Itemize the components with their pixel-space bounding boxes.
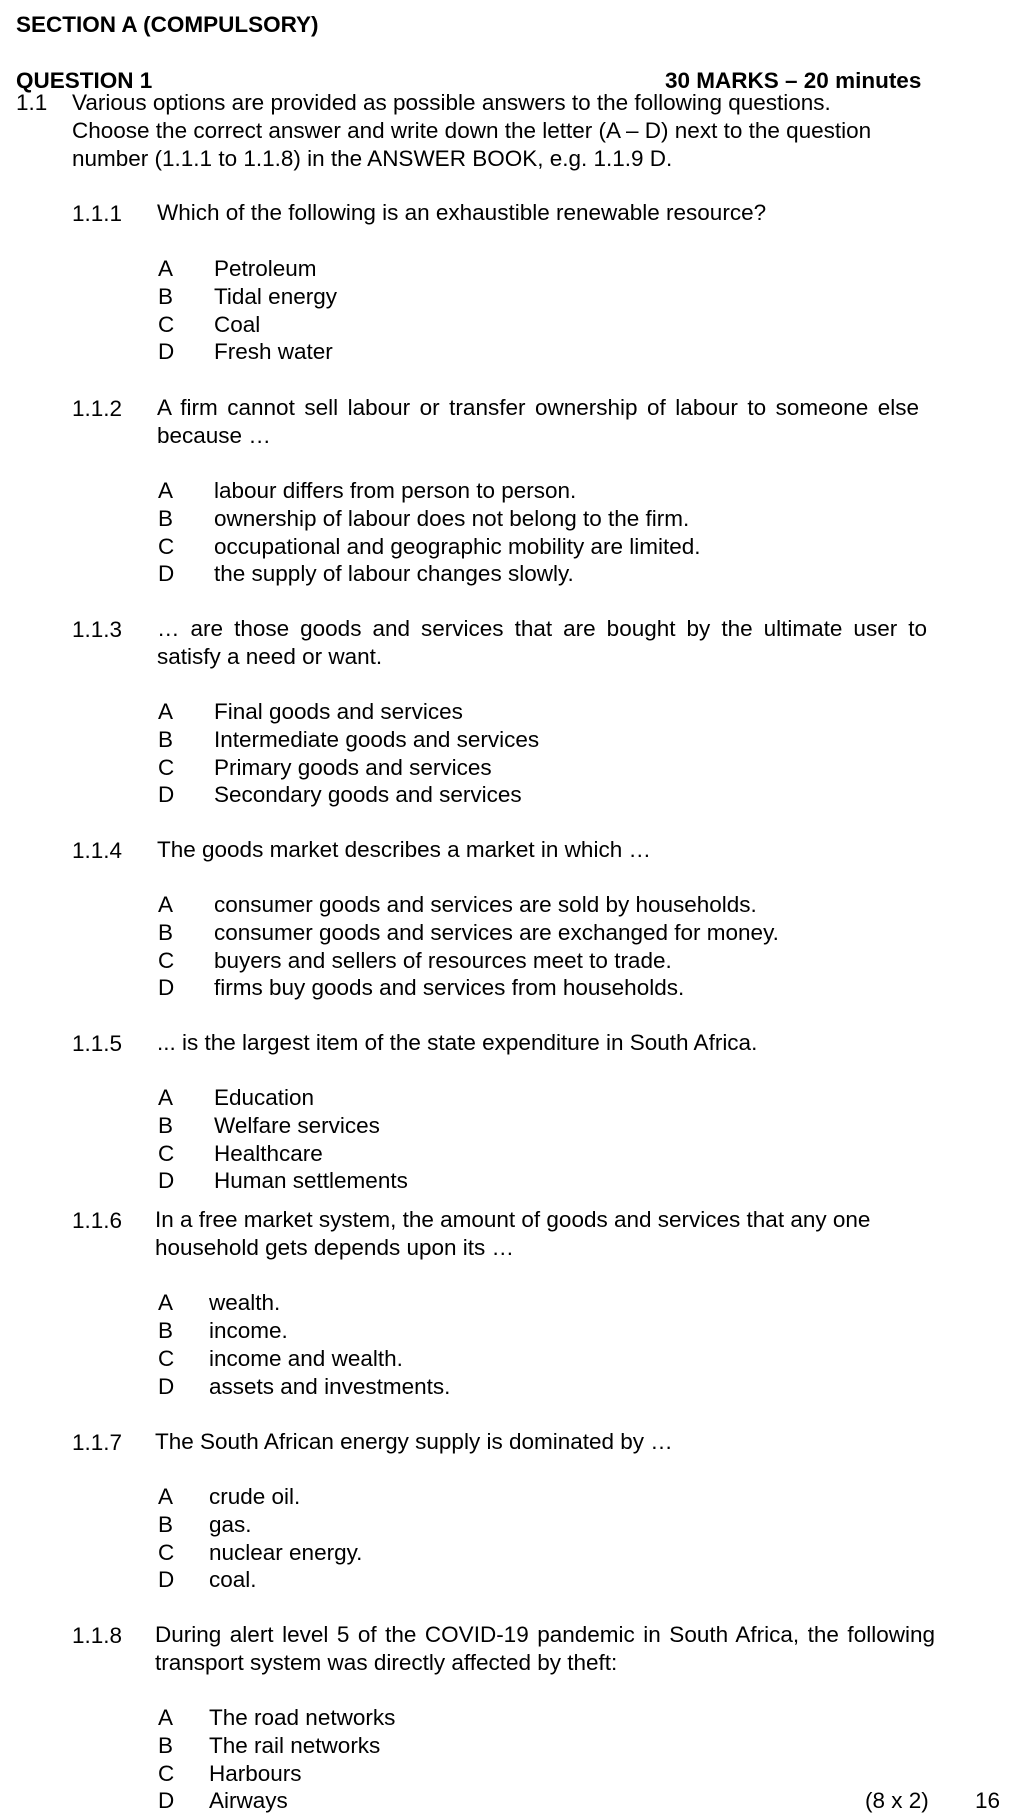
intro-line-3: number (1.1.1 to 1.1.8) in the ANSWER BOOK, e.g. 1.1.9 D. (72, 146, 673, 171)
option-letter: D (158, 975, 175, 1000)
option-text: Human settlements (214, 1168, 408, 1193)
option-letter: A (158, 1085, 174, 1110)
option-text: firms buy goods and services from households. (214, 975, 685, 1000)
question-text: During alert level 5 of the COVID-19 pandemic in South Africa, the following transport system was directly affected by theft: (155, 1622, 935, 1675)
option-letter: D (158, 561, 175, 586)
option-letter: C (158, 1141, 175, 1166)
option-text: Education (214, 1085, 315, 1110)
option-letter: B (158, 1113, 174, 1138)
option-text: income. (209, 1318, 288, 1343)
question-text: ... is the largest item of the state expenditure in South Africa. (157, 1030, 758, 1055)
option-letter: D (158, 1168, 175, 1193)
question-text: The South African energy supply is dominated by … (155, 1429, 673, 1454)
option-letter: C (158, 534, 175, 559)
marks-heading: 30 MARKS – 20 minutes (665, 70, 922, 93)
option-letter: A (158, 1705, 174, 1730)
option-text: Intermediate goods and services (214, 727, 540, 752)
option-letter: B (158, 1733, 174, 1758)
option-text: nuclear energy. (209, 1540, 363, 1565)
option-letter: D (158, 339, 175, 364)
question-text: The goods market describes a market in which … (157, 837, 651, 862)
option-text: income and wealth. (209, 1346, 403, 1371)
option-text: the supply of labour changes slowly. (214, 561, 574, 586)
option-letter: B (158, 284, 174, 309)
option-letter: A (158, 1290, 174, 1315)
option-text: wealth. (209, 1290, 281, 1315)
intro-line-2: Choose the correct answer and write down the letter (A – D) next to the question (72, 118, 872, 143)
option-text: The road networks (209, 1705, 396, 1730)
option-text: Fresh water (214, 339, 333, 364)
marks-formula: (8 x 2) (865, 1788, 929, 1813)
question-number: 1.1.7 (72, 1430, 123, 1455)
option-text: labour differs from person to person. (214, 478, 577, 503)
option-text: Coal (214, 312, 261, 337)
option-text: consumer goods and services are sold by households. (214, 892, 757, 917)
option-text: Final goods and services (214, 699, 463, 724)
option-text: coal. (209, 1567, 257, 1592)
option-text: buyers and sellers of resources meet to trade. (214, 948, 672, 973)
question-number: 1.1.5 (72, 1031, 123, 1056)
option-text: Healthcare (214, 1141, 323, 1166)
option-text: Tidal energy (214, 284, 337, 309)
question-number: 1.1.1 (72, 201, 123, 226)
option-text: Primary goods and services (214, 755, 492, 780)
option-text: gas. (209, 1512, 252, 1537)
option-letter: D (158, 1374, 175, 1399)
option-text: The rail networks (209, 1733, 381, 1758)
option-letter: D (158, 782, 175, 807)
question-text: A firm cannot sell labour or transfer ownership of labour to someone else because … (157, 395, 919, 448)
option-letter: C (158, 1346, 175, 1371)
option-letter: B (158, 506, 174, 531)
option-letter: A (158, 892, 174, 917)
option-text: Harbours (209, 1761, 302, 1786)
option-text: Airways (209, 1788, 288, 1813)
option-letter: C (158, 755, 175, 780)
option-letter: B (158, 1318, 174, 1343)
option-letter: C (158, 1761, 175, 1786)
option-text: Secondary goods and services (214, 782, 522, 807)
option-text: consumer goods and services are exchanged for money. (214, 920, 779, 945)
question-text: In a free market system, the amount of goods and services that any one household gets depends upon its … (155, 1207, 871, 1260)
question-number: 1.1.2 (72, 396, 123, 421)
option-letter: D (158, 1567, 175, 1592)
option-text: assets and investments. (209, 1374, 451, 1399)
marks-total: 16 (975, 1788, 1001, 1813)
question-text: … are those goods and services that are bought by the ultimate user to satisfy a need or want. (157, 616, 927, 669)
question-number: 1.1.6 (72, 1208, 123, 1233)
intro-line-1: Various options are provided as possible answers to the following questions. (72, 90, 831, 115)
option-text: Petroleum (214, 256, 317, 281)
option-text: ownership of labour does not belong to the firm. (214, 506, 690, 531)
option-text: crude oil. (209, 1484, 301, 1509)
intro-number: 1.1 (16, 90, 48, 115)
option-text: occupational and geographic mobility are limited. (214, 534, 701, 559)
option-letter: D (158, 1788, 175, 1813)
question-number: 1.1.4 (72, 838, 123, 863)
option-text: Welfare services (214, 1113, 380, 1138)
option-letter: A (158, 699, 174, 724)
option-letter: B (158, 920, 174, 945)
option-letter: A (158, 478, 174, 503)
question-text: Which of the following is an exhaustible renewable resource? (157, 200, 767, 225)
option-letter: C (158, 312, 175, 337)
section-heading: SECTION A (COMPULSORY) (16, 12, 319, 37)
option-letter: A (158, 1484, 174, 1509)
question-heading: QUESTION 1 (16, 68, 153, 93)
option-letter: B (158, 1512, 174, 1537)
option-letter: B (158, 727, 174, 752)
option-letter: C (158, 1540, 175, 1565)
option-letter: C (158, 948, 175, 973)
question-number: 1.1.8 (72, 1623, 123, 1648)
option-letter: A (158, 256, 174, 281)
question-number: 1.1.3 (72, 617, 123, 642)
